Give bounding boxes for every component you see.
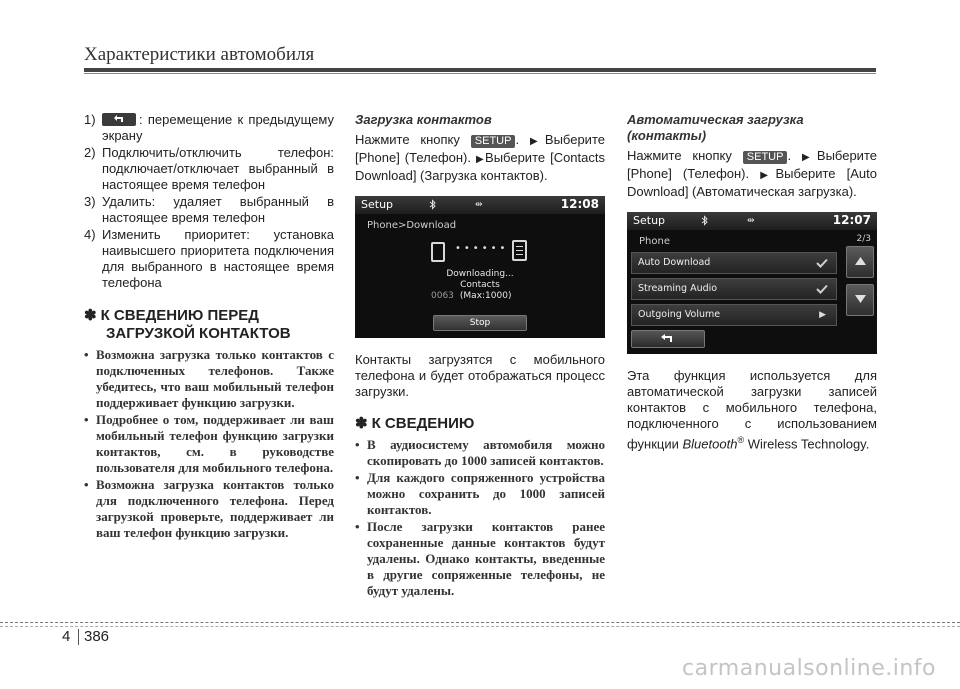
back-icon [660,334,674,344]
list-item: • Возможна загрузка контактов только для подключенного телефона. Перед загрузкой проверьте, поддерживает ли ваш телефон функцию загрузки. [84,477,334,540]
list-item-number: 4) [84,227,96,242]
list-item [84,227,334,291]
section-heading: Автоматическая загрузка [627,112,804,127]
screen-title: Setup [361,198,394,211]
arrow-right-icon: ▶ [475,154,486,165]
column-1 [84,112,334,542]
note-star-icon: ✽ [355,415,368,432]
phone-icon [431,242,445,262]
chevron-right-icon: ▶ [819,310,826,320]
back-button-icon [102,113,136,126]
download-type: Contacts [460,280,500,290]
check-icon [816,284,828,294]
section-heading: Загрузка контактов [355,112,492,127]
column-2 [355,112,605,600]
note-bullets [355,437,605,599]
arrow-right-icon: ▶ [801,152,817,163]
page-number-separator [78,629,79,645]
column-3 [627,112,877,452]
page-number: 386 [84,628,110,645]
list-item: • В аудиосистему автомобиля можно скопировать до 1000 записей контактов. [355,437,605,468]
list-item: • Возможна загрузка только контактов с подключенных телефонов. Также убедитесь, что ваш мобильный телефон поддерживает функцию загрузки. [84,347,334,410]
header-rule [84,68,876,72]
note-heading: ✽ К СВЕДЕНИЮ [355,415,475,432]
bluetooth-icon [429,199,437,210]
setup-key-badge: SETUP [471,135,516,148]
list-item-number: 3) [84,194,96,209]
header-rule-thin [84,73,876,74]
scroll-up-button[interactable] [846,246,874,278]
section-heading-line2: (контакты) [627,128,707,143]
list-item-text: : перемещение к предыдущему экрану [102,112,334,143]
paragraph: Эта функция используется для автоматической загрузки записей контактов с мобильного телефона, подключенного с использованием функции Bluetooth® Wireless Technology. [627,368,877,452]
note-star-icon: ✽ [84,307,97,324]
setup-key-badge: SETUP [743,151,788,164]
list-item-text: Удалить: удаляет выбранный в настоящее время телефон [102,194,334,225]
page-header-title: Характеристики автомобиля [84,44,315,65]
footer-divider [0,622,960,623]
note-bullets [84,347,334,541]
arrow-down-icon [855,295,866,303]
arrow-right-icon: ▶ [760,170,776,181]
bluetooth-icon [701,215,709,226]
list-item: • Для каждого сопряженного устройства можно сохранить до 1000 записей контактов. [355,470,605,517]
list-item-text: Изменить приоритет: установка наивысшего приоритета подключения для выбранного в настоящее время телефона [102,227,334,290]
watermark: carmanualsonline.info [682,656,936,681]
usb-icon: ⇹ [475,200,483,210]
instruction-text: Нажмите кнопку SETUP . ▶Выберите [Phone] (Телефон). ▶Выберите [Auto Download] (Автоматическая загрузка). [627,148,877,199]
list-item [84,112,334,144]
note-heading-line2: ЗАГРУЗКОЙ КОНТАКТОВ [106,325,291,342]
arrow-up-icon [855,257,866,265]
note-heading: ✽ К СВЕДЕНИЮ ПЕРЕД [84,307,259,324]
breadcrumb: Phone>Download [367,220,457,231]
menu-item-streaming-audio[interactable]: Streaming Audio [631,278,837,300]
download-status: Downloading... [446,269,514,279]
status-bar [627,212,877,230]
list-item-number: 2) [84,145,96,160]
clock: 12:07 [832,213,871,227]
list-item-number: 1) [84,112,96,127]
download-screen [355,196,605,338]
screen-title: Setup [633,214,666,227]
stop-button[interactable]: Stop [433,315,527,331]
phone-settings-screen [627,212,877,354]
list-item [84,194,334,226]
menu-item-outgoing-volume[interactable]: Outgoing Volume ▶ [631,304,837,326]
back-button[interactable] [631,330,705,348]
progress-dots: •••••• [455,243,509,254]
page-indicator: 2/3 [856,234,871,244]
paragraph: Контакты загрузятся с мобильного телефона и будет отображаться процесс загрузки. [355,352,605,399]
contacts-document-icon [512,240,527,261]
check-icon [816,258,828,268]
arrow-right-icon: ▶ [529,136,545,147]
list-item-text: Подключить/отключить телефон: подключает/отключает выбранный в настоящее время телефон [102,145,334,192]
list-item [84,145,334,193]
list-item: • После загрузки контактов ранее сохраненные данные контактов будут удалены. Однако контакты, введенные в другие сопряженные телефоны, не будут удалены. [355,519,605,598]
usb-icon: ⇹ [747,216,755,226]
scroll-down-button[interactable] [846,284,874,316]
status-bar [355,196,605,214]
chapter-number: 4 [62,628,71,645]
instruction-text: Нажмите кнопку SETUP . ▶Выберите [Phone] (Телефон). ▶Выберите [Contacts Download] (Загрузка контактов). [355,132,605,183]
menu-path: Phone [639,236,670,247]
footer-divider-2 [0,626,960,627]
clock: 12:08 [560,197,599,211]
download-count: 0063 (Max:1000) [431,291,512,301]
menu-item-auto-download[interactable]: Auto Download [631,252,837,274]
list-item: • Подробнее о том, поддерживает ли ваш мобильный телефон функцию загрузки контактов, см. в руководстве пользователя для мобильного телефона. [84,412,334,475]
